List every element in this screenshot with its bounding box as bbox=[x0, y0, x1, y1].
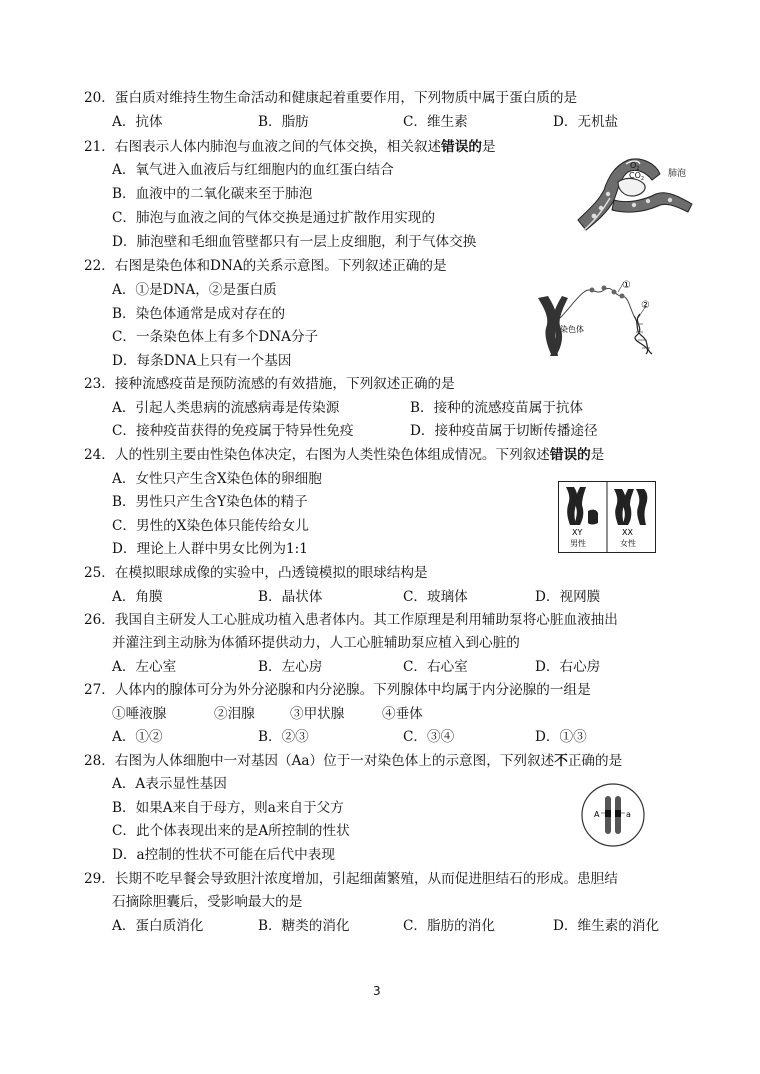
alveolus-label: 肺泡 bbox=[668, 169, 687, 179]
q20-option-c: C．维生素 bbox=[403, 114, 468, 130]
q28-stem-emphasis: 不 bbox=[554, 753, 568, 769]
chromosome-label: 染色体 bbox=[560, 325, 584, 334]
page-number: 3 bbox=[373, 984, 381, 998]
q23-option-d: D．接种疫苗属于切断传播途径 bbox=[410, 423, 598, 439]
q21-stem-text: 21．右图表示人体内肺泡与血液之间的气体交换，相关叙述 bbox=[84, 139, 442, 155]
q27-option-c: C．③④ bbox=[403, 729, 455, 745]
male-label: 男性 bbox=[570, 539, 586, 548]
male-code: XY bbox=[572, 528, 583, 537]
q24-stem-text: 24．人的性别主要由性染色体决定，右图为人类性染色体组成情况。下列叙述 bbox=[84, 447, 550, 463]
q26-option-c: C．右心室 bbox=[403, 659, 468, 675]
q27-item-1: ①唾液腺 bbox=[112, 706, 167, 722]
q21-stem-end: 是 bbox=[481, 139, 496, 155]
q22-option-d: D．每条DNA上只有一个基因 bbox=[112, 353, 292, 369]
sex-chromosome-figure bbox=[558, 481, 656, 553]
q27-stem: 27．人体内的腺体可分为外分泌腺和内分泌腺。下列腺体中均属于内分泌腺的一组是 bbox=[84, 682, 591, 698]
q29-option-c: C．脂肪的消化 bbox=[403, 918, 495, 934]
female-code: XX bbox=[622, 528, 633, 537]
q22-stem: 22．右图是染色体和DNA的关系示意图。下列叙述正确的是 bbox=[84, 258, 447, 274]
q23-option-c: C．接种疫苗获得的免疫属于特异性免疫 bbox=[112, 423, 354, 439]
q29-option-d: D．维生素的消化 bbox=[553, 918, 660, 934]
q20-option-d: D．无机盐 bbox=[553, 114, 619, 130]
q20-option-b: B．脂肪 bbox=[258, 114, 309, 130]
q23-stem: 23．接种流感疫苗是预防流感的有效措施，下列叙述正确的是 bbox=[84, 376, 455, 392]
gene-a-label: a bbox=[626, 810, 631, 819]
q29-option-b: B．糖类的消化 bbox=[258, 918, 350, 934]
q24-stem-end: 是 bbox=[590, 447, 605, 463]
chromosome-dna-figure bbox=[530, 278, 670, 360]
q28-option-a: A．A表示显性基因 bbox=[112, 776, 227, 792]
q21-stem-emphasis: 错误的 bbox=[441, 139, 482, 155]
q22-option-a: A．①是DNA，②是蛋白质 bbox=[112, 282, 277, 298]
q28-stem bbox=[84, 752, 622, 770]
q21-option-a: A．氧气进入血液后与红细胞内的血红蛋白结合 bbox=[112, 162, 394, 178]
gene-A-label: A bbox=[594, 810, 600, 819]
q21-option-b: B．血液中的二氧化碳来至于肺泡 bbox=[112, 186, 313, 202]
co2-label: $CO_2$ bbox=[629, 171, 645, 182]
q25-option-b: B．晶状体 bbox=[258, 589, 323, 605]
q25-option-d: D．视网膜 bbox=[535, 589, 601, 605]
q25-option-c: C．玻璃体 bbox=[403, 589, 468, 605]
q27-item-4: ④垂体 bbox=[382, 706, 423, 722]
q24-option-b: B．男性只产生含Y染色体的精子 bbox=[112, 494, 308, 510]
q29-option-a: A．蛋白质消化 bbox=[112, 918, 204, 934]
q23-option-b: B．接种的流感疫苗属于抗体 bbox=[410, 400, 584, 416]
q28-stem-end: 正确的是 bbox=[567, 753, 623, 769]
q20-option-a: A．抗体 bbox=[112, 114, 163, 130]
q27-item-2: ②泪腺 bbox=[214, 706, 255, 722]
q22-option-c: C．一条染色体上有多个DNA分子 bbox=[112, 329, 319, 345]
q29-stem-line2: 石摘除胆囊后，受影响最大的是 bbox=[112, 894, 303, 910]
q21-stem bbox=[84, 138, 496, 156]
q22-option-b: B．染色体通常是成对存在的 bbox=[112, 306, 286, 322]
female-label: 女性 bbox=[620, 539, 636, 548]
q27-option-d: D．①③ bbox=[535, 729, 587, 745]
q25-stem: 25．在模拟眼球成像的实验中，凸透镜模拟的眼球结构是 bbox=[84, 565, 428, 581]
q24-option-a: A．女性只产生含X染色体的卵细胞 bbox=[112, 471, 322, 487]
q26-option-a: A．左心室 bbox=[112, 659, 177, 675]
alveolus-gas-exchange-figure bbox=[574, 150, 702, 236]
q27-option-a: A．①② bbox=[112, 729, 163, 745]
q28-option-c: C．此个体表现出来的是A所控制的性状 bbox=[112, 823, 350, 839]
q27-option-b: B．②③ bbox=[258, 729, 309, 745]
q24-option-d: D．理论上人群中男女比例为1:1 bbox=[112, 541, 308, 557]
q29-stem-line1: 29．长期不吃早餐会导致胆汁浓度增加，引起细菌繁殖，从而促进胆结石的形成。患胆结 bbox=[84, 871, 618, 887]
q26-stem-line1: 26．我国自主研发人工心脏成功植入患者体内。其工作原理是利用辅助泵将心脏血液抽出 bbox=[84, 612, 618, 628]
q23-option-a: A．引起人类患病的流感病毒是传染源 bbox=[112, 400, 340, 416]
q28-stem-text: 28．右图为人体细胞中一对基因（Aa）位于一对染色体上的示意图，下列叙述 bbox=[84, 753, 555, 769]
q28-option-b: B．如果A来自于母方，则a来自于父方 bbox=[112, 800, 344, 816]
marker-2: ② bbox=[641, 300, 650, 311]
q20-stem: 20．蛋白质对维持生物生命活动和健康起着重要作用，下列物质中属于蛋白质的是 bbox=[84, 90, 578, 106]
q21-option-d: D．肺泡壁和毛细血管壁都只有一层上皮细胞，利于气体交换 bbox=[112, 234, 477, 250]
q21-option-c: C．肺泡与血液之间的气体交换是通过扩散作用实现的 bbox=[112, 210, 436, 226]
q28-option-d: D．a控制的性状不可能在后代中表现 bbox=[112, 847, 335, 863]
q26-stem-line2: 并灌注到主动脉为体循环提供动力，人工心脏辅助泵应植入到心脏的 bbox=[112, 635, 520, 651]
marker-1: ① bbox=[622, 280, 631, 291]
q27-item-3: ③甲状腺 bbox=[290, 706, 345, 722]
q24-stem-emphasis: 错误的 bbox=[549, 447, 591, 463]
q26-option-d: D．右心房 bbox=[535, 659, 601, 675]
gene-pair-cell-figure bbox=[580, 782, 646, 848]
q26-option-b: B．左心房 bbox=[258, 659, 323, 675]
o2-label: $O_2$ bbox=[630, 161, 640, 172]
q24-option-c: C．男性的X染色体只能传给女儿 bbox=[112, 518, 309, 534]
q25-option-a: A．角膜 bbox=[112, 589, 163, 605]
q24-stem bbox=[84, 446, 604, 464]
